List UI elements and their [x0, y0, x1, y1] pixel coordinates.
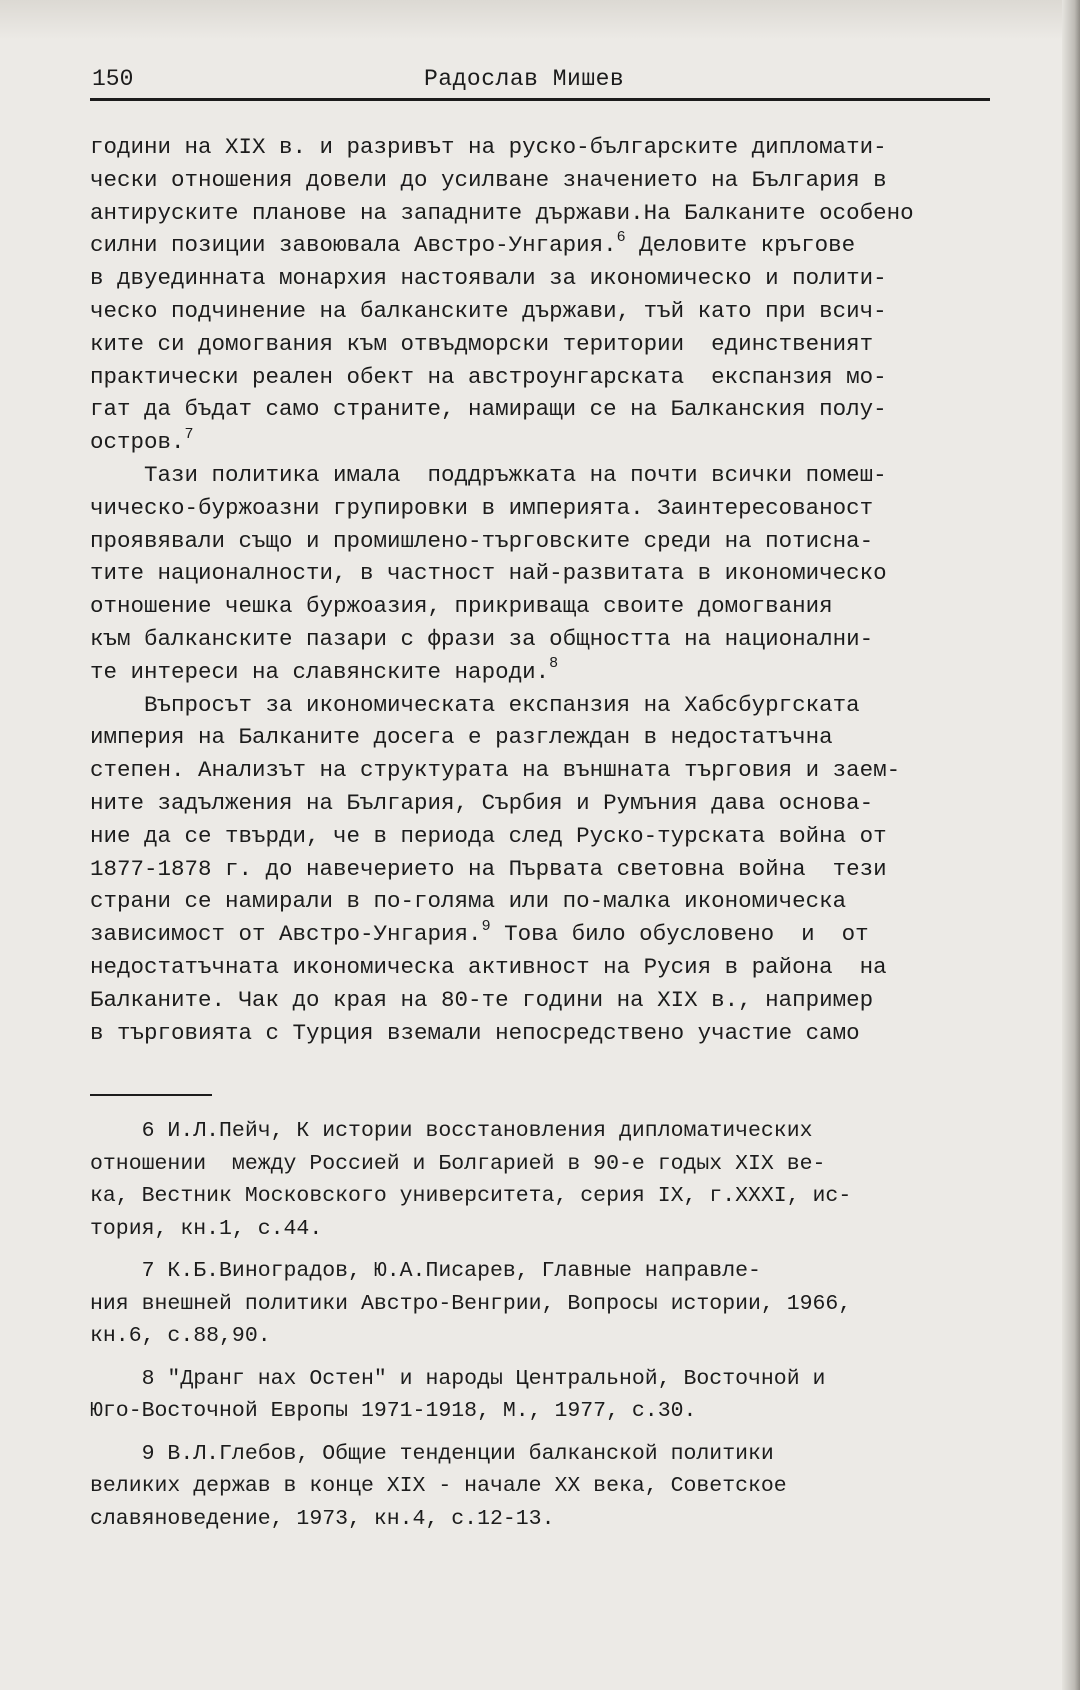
- page-top-shadow: [0, 0, 1080, 40]
- text-line: 1877-1878 г. до навечерието на Първата световна война тези: [90, 855, 887, 882]
- text-line: гат да бъдат само страните, намиращи се на Балканския полу-: [90, 396, 887, 423]
- footnote-line: 9 В.Л.Глебов, Общие тенденции балканской политики: [90, 1441, 774, 1466]
- text-line: в търговията с Турция вземали непосредствено участие само: [90, 1019, 860, 1046]
- footnote-line: ка, Вестник Московского университета, серия IX, г.XXXI, ис-: [90, 1184, 852, 1208]
- text-line: [90, 918, 1020, 951]
- footnote-line: 7 К.Б.Виноградов, Ю.А.Писарев, Главные направле-: [90, 1259, 761, 1283]
- footnote-ref-8: 8: [549, 655, 559, 673]
- footnote-line: 6 И.Л.Пейч, К истории восстановления дипломатических: [90, 1119, 813, 1143]
- text-line: в двуединната монархия настоявали за икономическо и полити-: [90, 265, 887, 292]
- text-line: ките си домогвания към отвъдморски територии единственият: [90, 330, 874, 357]
- text-segment: Деловите кръгове: [625, 232, 856, 259]
- footnote-line: великих держав в конце XIX - начале XX века, Советское: [90, 1474, 787, 1498]
- footnote-line: ния внешней политики Австро-Венгрии, Вопросы истории, 1966,: [90, 1291, 852, 1316]
- text-line: тите националности, в частност най-развитата в икономическо: [90, 560, 887, 587]
- text-line: степен. Анализът на структурата на външната търговия и заем-: [90, 757, 901, 784]
- text-segment: зависимост от Австро-Унгария.: [90, 921, 482, 948]
- footnote-line: Юго-Восточной Европы 1971-1918, М., 1977, с.30.: [90, 1399, 697, 1423]
- footnote-ref-9: 9: [481, 917, 491, 935]
- text-segment: те интереси на славянските народи.: [90, 658, 550, 685]
- text-line: Балканите. Чак до края на 80-те години на XIX в., например: [90, 986, 874, 1013]
- text-line: [90, 656, 1020, 689]
- text-line: империя на Балканите досега е разглеждан в недостатъчна: [90, 724, 833, 751]
- footnote-line: отношении между Россией и Болгарией в 90-е годых XIX ве-: [90, 1151, 826, 1176]
- text-line: ние да се твърди, че в периода след Руско-турската война от: [90, 822, 887, 849]
- footnote-ref-6: 6: [616, 228, 626, 246]
- text-line: ческо подчинение на балканските държави, тъй като при всич-: [90, 297, 887, 324]
- text-line: практически реален обект на австроунгарската експанзия мо-: [90, 363, 887, 390]
- text-line: Тази политика имала поддръжката на почти всички помеш-: [90, 461, 887, 488]
- footnote-ref-7: 7: [184, 425, 194, 443]
- text-line: чески отношения довели до усилване значението на България в: [90, 166, 887, 193]
- footnote-separator: [90, 1094, 212, 1096]
- text-line: към балканските пазари с фрази за общността на национални-: [90, 625, 874, 652]
- footnote-line: 8 "Дранг нах Остен" и народы Центральной, Восточной и: [90, 1366, 826, 1391]
- text-line: Въпросът за икономическата експанзия на Хабсбургската: [90, 691, 860, 718]
- text-line: ните задължения на България, Сърбия и Румъния дава основа-: [90, 789, 874, 816]
- page-header: [90, 62, 990, 101]
- footnote-line: тория, кн.1, с.44.: [90, 1216, 323, 1241]
- footnote-6: [90, 1115, 1020, 1245]
- footnote-7: [90, 1255, 1020, 1353]
- book-spine-edge: [1062, 0, 1080, 1690]
- page-number: 150: [92, 66, 134, 92]
- text-line: недостатъчната икономическа активност на Русия в района на: [90, 953, 887, 980]
- text-line: години на XIX в. и разривът на руско-българските дипломати-: [90, 134, 887, 160]
- footnote-line: славяноведение, 1973, кн.4, с.12-13.: [90, 1506, 555, 1531]
- text-line: проявявали също и промишлено-търговските среди на потисна-: [90, 527, 874, 554]
- main-text: [90, 131, 1020, 1049]
- text-line: чическо-буржоазни групировки в империята. Заинтересованост: [90, 494, 874, 521]
- text-line: отношение чешка буржоазия, прикриваща своите домогвания: [90, 593, 833, 620]
- footnote-8: [90, 1363, 1020, 1428]
- running-head-author: Радослав Мишев: [424, 66, 625, 92]
- text-segment: силни позиции завоювала Австро-Унгария.: [90, 232, 617, 259]
- footnote-line: кн.6, с.88,90.: [90, 1324, 271, 1348]
- footnote-9: [90, 1438, 1020, 1536]
- text-line: [90, 229, 1020, 262]
- text-line: [90, 426, 1020, 459]
- text-line: антируските планове на западните държави.На Балканите особено: [90, 199, 914, 226]
- footnotes: [90, 1115, 1020, 1545]
- text-line: страни се намирали в по-голяма или по-малка икономическа: [90, 888, 847, 915]
- text-segment: Това било обусловено и от: [490, 921, 869, 948]
- text-segment: остров.: [90, 429, 185, 456]
